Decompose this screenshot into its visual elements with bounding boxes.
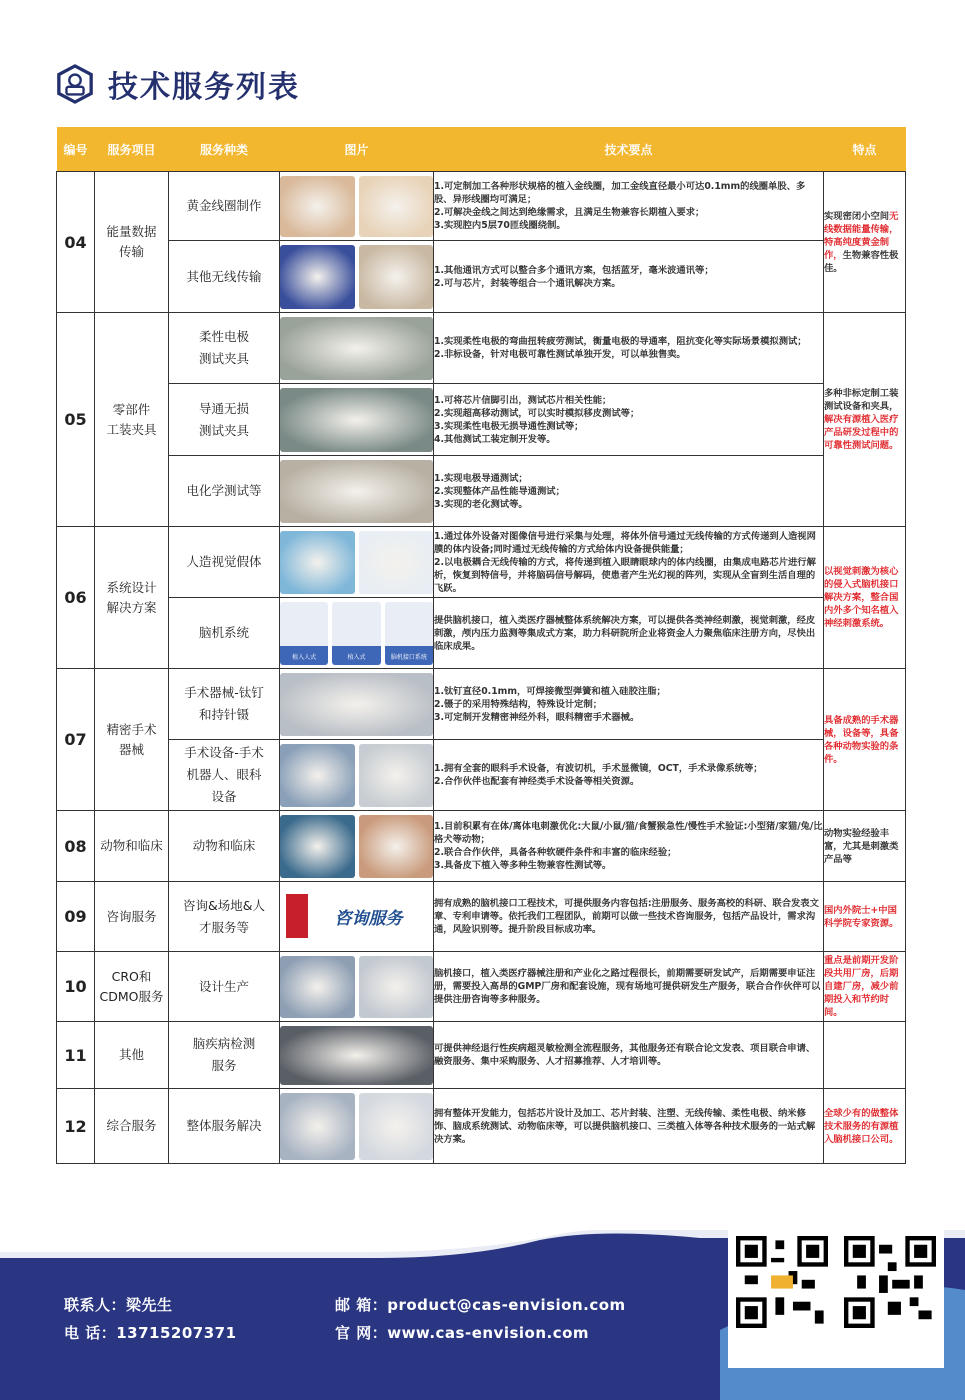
service-category: 零部件 工装夹具 (95, 313, 169, 527)
feature-text: 无线数据能量传输，特高纯度黄金制作， (824, 210, 899, 261)
technical-points (434, 241, 824, 313)
service-photo (359, 1093, 434, 1160)
service-kind: 人造视觉假体 (169, 527, 280, 598)
header-num: 编号 (57, 127, 95, 172)
feature-text: 重点是前期开发阶段共用厂房，后期自建厂房，减少前期投入和节约时间。 (824, 955, 899, 1018)
brain-system-caption: 脑机接口系统 (390, 653, 427, 661)
service-feature (824, 952, 906, 1022)
brain-system-image (280, 602, 328, 665)
feature-text: 国内外院士+中国科学院专家资源。 (824, 904, 899, 929)
table-row (57, 1022, 906, 1089)
service-image-cell (280, 669, 434, 740)
service-kind: 咨询&场地&人 才服务等 (169, 882, 280, 952)
technical-points-text: 1.可将芯片信脚引出，测试芯片相关性能； 2.实现超高移动测试，可以实时模拟移皮测试等； 3.实现柔性电极无损导通性测试等； 4.其他测试工装定制开发等。 (434, 394, 640, 445)
service-feature (824, 313, 906, 527)
service-photo (280, 1026, 433, 1085)
feature-text: 生物兼容性极佳。 (824, 249, 899, 274)
feature-text: 全球少有的做整体技术服务的有源植入脑机接口公司。 (824, 1107, 899, 1145)
service-photo (280, 815, 355, 878)
technical-points-text: 脑机接口，植入类医疗器械注册和产业化之路过程很长，前期需要研发试产，后期需要申证注册，需要投入高昂的GMP厂房和配套设施，现有场地可提供研发生产服务，联合合作伙伴可以提供注册咨询等多种服务。 (434, 968, 821, 1005)
header-feature: 特点 (824, 127, 906, 172)
contact-phone: 电 话：13715207371 (64, 1324, 237, 1342)
technical-points-text: 1.拥有全套的眼科手术设备，有波切机，手术显微镜，OCT，手术录像系统等； 2.合作伙伴也配套有神经类手术设备等相关资源。 (434, 763, 763, 787)
service-number: 12 (57, 1089, 95, 1164)
table-row (57, 313, 906, 384)
service-category: 咨询服务 (95, 882, 169, 952)
technical-points-text: 1.实现电极导通测试； 2.实现整体产品性能导通测试； 3.实现的老化测试等。 (434, 472, 565, 510)
page-header (56, 62, 300, 106)
service-image-cell (280, 241, 434, 313)
table-row (57, 669, 906, 740)
brain-system-image (385, 602, 433, 665)
service-image-cell (280, 172, 434, 241)
service-kind: 柔性电极 测试夹具 (169, 313, 280, 384)
service-photo (359, 531, 434, 594)
technical-points-text: 1.可定制加工各种形状规格的植入金线圈，加工金线直径最小可达0.1mm的线圈单股、多股、异形线圈均可满足； 2.可解决金线之间达到绝缘需求，且满足生物兼容长期植入要求； 3.实现腔内5层70匝线圈绕制。 (434, 181, 806, 231)
service-category: 系统设计 解决方案 (95, 527, 169, 669)
table-row (57, 527, 906, 598)
service-image-cell (280, 456, 434, 527)
technical-points (434, 811, 824, 882)
service-image-cell (280, 811, 434, 882)
feature-text: 具备成熟的手术器械，设备等，具备各种动物实验的条件。 (824, 714, 899, 765)
service-number: 06 (57, 527, 95, 669)
contact-email[interactable]: 邮 箱：product@cas-envision.com (335, 1296, 626, 1314)
service-category: 综合服务 (95, 1089, 169, 1164)
technical-points-text: 1.实现柔性电极的弯曲扭转疲劳测试，衡量电极的导通率，阻抗变化等实际场景模拟测试； 2.非标设备，针对电极可靠性测试单独开发，可以单独售卖。 (434, 336, 807, 360)
wechat-qr-label: 微信公众号 (749, 1346, 815, 1361)
technical-points-text: 拥有整体开发能力，包括芯片设计及加工、芯片封装、注塑、无线传输、柔性电极、纳米修饰、脑成系统测试、动物临床等，可以提供脑机接口、三类植入体等各种技术服务的一站式解决方案。 (434, 1107, 816, 1145)
service-photo (280, 460, 433, 523)
service-kind: 其他无线传输 (169, 241, 280, 313)
service-number: 04 (57, 172, 95, 313)
service-image-cell (280, 527, 434, 598)
table-header-row (57, 127, 906, 172)
service-category: 精密手术 器械 (95, 669, 169, 811)
header-points: 技术要点 (434, 127, 824, 172)
technical-points-text: 提供脑机接口，植入类医疗器械整体系统解决方案，可以提供各类神经刺激，视觉刺激，经皮刺激，颅内压力监测等集成式方案，助力科研院所企业将资金人力聚焦临床注册方向，尽快出临床成果。 (434, 614, 816, 652)
service-number: 09 (57, 882, 95, 952)
service-photo (280, 388, 433, 452)
service-feature (824, 172, 906, 313)
service-category: CRO和 CDMO服务 (95, 952, 169, 1022)
service-photo (359, 956, 434, 1018)
service-kind: 脑疾病检测 服务 (169, 1022, 280, 1089)
service-photo (280, 673, 433, 736)
service-kind: 脑机系统 (169, 598, 280, 669)
technical-points (434, 882, 824, 952)
service-number: 07 (57, 669, 95, 811)
technical-points-text: 1.其他通讯方式可以整合多个通讯方案，包括蓝牙，毫米波通讯等； 2.可与芯片，封装等组合一个通讯解决方案。 (434, 264, 714, 289)
technical-points (434, 1089, 824, 1164)
consulting-image-text: 咨询服务 (334, 909, 403, 929)
technical-points (434, 527, 824, 598)
technical-points-text: 拥有成熟的脑机接口工程技术，可提供服务内容包括:注册服务、服务高校的科研、联合发表文章、专利申请等。依托我们工程团队，前期可以做一些技术咨询服务，包括产品设计，需求沟通，风险识别等。提升阶段目标成功率。 (434, 898, 819, 935)
service-feature (824, 1022, 906, 1089)
service-number: 11 (57, 1022, 95, 1089)
service-photo (280, 176, 355, 237)
feature-text: 动物实验经验丰富，尤其是刺激类产品等 (824, 827, 899, 865)
technical-points (434, 313, 824, 384)
service-feature (824, 527, 906, 669)
service-kind: 设计生产 (169, 952, 280, 1022)
technical-points-text: 可提供神经退行性疾病超灵敏检测全流程服务，其他服务还有联合论文发表、项目联合申请、融资服务、集中采购服务、人才招募推荐、人才培训等。 (434, 1043, 816, 1067)
table-row (57, 740, 906, 811)
taobao-qr-label: 淘宝店铺 (863, 1346, 916, 1361)
technical-points (434, 669, 824, 740)
service-feature (824, 811, 906, 882)
service-number: 05 (57, 313, 95, 527)
service-kind: 动物和临床 (169, 811, 280, 882)
service-kind: 手术器械-钛钉 和持针镊 (169, 669, 280, 740)
service-image-cell (280, 384, 434, 456)
table-row (57, 882, 906, 952)
service-feature (824, 669, 906, 811)
service-kind: 黄金线圈制作 (169, 172, 280, 241)
contact-website[interactable]: 官 网：www.cas-envision.com (335, 1324, 590, 1342)
table-row (57, 811, 906, 882)
service-category: 能量数据 传输 (95, 172, 169, 313)
service-photo (359, 176, 434, 237)
header-image: 图片 (280, 127, 434, 172)
page-title: 技术服务列表 (108, 70, 300, 105)
technical-points-text: 1.目前积累有在体/离体电刺激优化:大鼠/小鼠/猫/食蟹猴急性/慢性手术验证:小型猪/家猫/兔/比格犬等动物； 2.联合合作伙伴，具备各种软硬件条件和丰富的临床经验； 3.具备皮下植入等多种生物兼容性测试等。 (434, 821, 823, 871)
service-image-cell (280, 1089, 434, 1164)
table-row (57, 241, 906, 313)
service-image-cell (280, 1022, 434, 1089)
service-category: 动物和临床 (95, 811, 169, 882)
consulting-service-image (280, 886, 433, 948)
service-image-cell (280, 740, 434, 811)
technical-points-text: 1.钛钉直径0.1mm，可焊接微型弹簧和植入硅胶注脂； 2.镊子的采用特殊结构，特殊设计定制； 3.可定制开发精密神经外科，眼科精密手术器械。 (434, 685, 666, 723)
service-photo (280, 245, 355, 309)
service-image-cell (280, 313, 434, 384)
service-image-cell (280, 952, 434, 1022)
service-photo (359, 744, 434, 807)
taobao-qr-code-icon (844, 1236, 936, 1328)
header-category: 服务项目 (95, 127, 169, 172)
consulting-logo-mark (286, 894, 308, 938)
service-table (56, 127, 906, 1164)
technical-points (434, 952, 824, 1022)
service-photo (280, 744, 355, 807)
technical-points (434, 384, 824, 456)
service-feature (824, 1089, 906, 1164)
brain-system-image (332, 602, 380, 665)
service-feature (824, 882, 906, 952)
technical-points-text: 1.通过体外设备对图像信号进行采集与处理，将体外信号通过无线传输的方式传递到人造视网膜的体内设备;同时通过无线传输的方式给体内设备提供能量； 2.以电极耦合无线传输的方式，将传递到植入眼睛眼球内的体内线圈，由集成电路芯片进行解析，恢复到特信号，并将脑码信号解码，使患者产生光幻视的阵列，实现从全盲到生活自理的飞跃。 (434, 530, 816, 594)
table-row (57, 384, 906, 456)
contact-person: 联系人：梁先生 (64, 1296, 173, 1314)
table-row (57, 172, 906, 241)
service-photo (280, 317, 433, 380)
technical-points (434, 456, 824, 527)
table-row (57, 456, 906, 527)
service-kind: 导通无损 测试夹具 (169, 384, 280, 456)
service-category: 其他 (95, 1022, 169, 1089)
service-image-cell (280, 882, 434, 952)
service-kind: 手术设备-手术 机器人、眼科 设备 (169, 740, 280, 811)
service-number: 10 (57, 952, 95, 1022)
table-row (57, 598, 906, 669)
technical-points (434, 740, 824, 811)
feature-text: 多种非标定制工装测试设备和夹具， (824, 388, 899, 412)
technical-points (434, 172, 824, 241)
wechat-qr-code-icon (736, 1236, 828, 1328)
table-row (57, 1089, 906, 1164)
tech-service-logo-icon (56, 64, 94, 104)
technical-points (434, 1022, 824, 1089)
feature-text: 以视觉刺激为核心的侵入式脑机接口解决方案，整合国内外多个知名植入神经刺激系统。 (824, 566, 899, 629)
brain-system-caption: 植入人式 (292, 653, 317, 661)
service-photo (280, 531, 355, 594)
service-image-cell (280, 598, 434, 669)
service-kind: 电化学测试等 (169, 456, 280, 527)
service-photo (359, 815, 434, 878)
header-kind: 服务种类 (169, 127, 280, 172)
service-photo (280, 956, 355, 1018)
service-photo (359, 245, 434, 309)
table-row (57, 952, 906, 1022)
technical-points (434, 598, 824, 669)
feature-text: 实现密闭小空间 (824, 210, 890, 222)
service-photo (280, 1093, 355, 1160)
feature-text: 解决有源植入医疗产品研发过程中的可靠性测试问题。 (824, 414, 899, 451)
service-kind: 整体服务解决 (169, 1089, 280, 1164)
brain-system-caption: 植入式 (347, 653, 366, 661)
service-number: 08 (57, 811, 95, 882)
